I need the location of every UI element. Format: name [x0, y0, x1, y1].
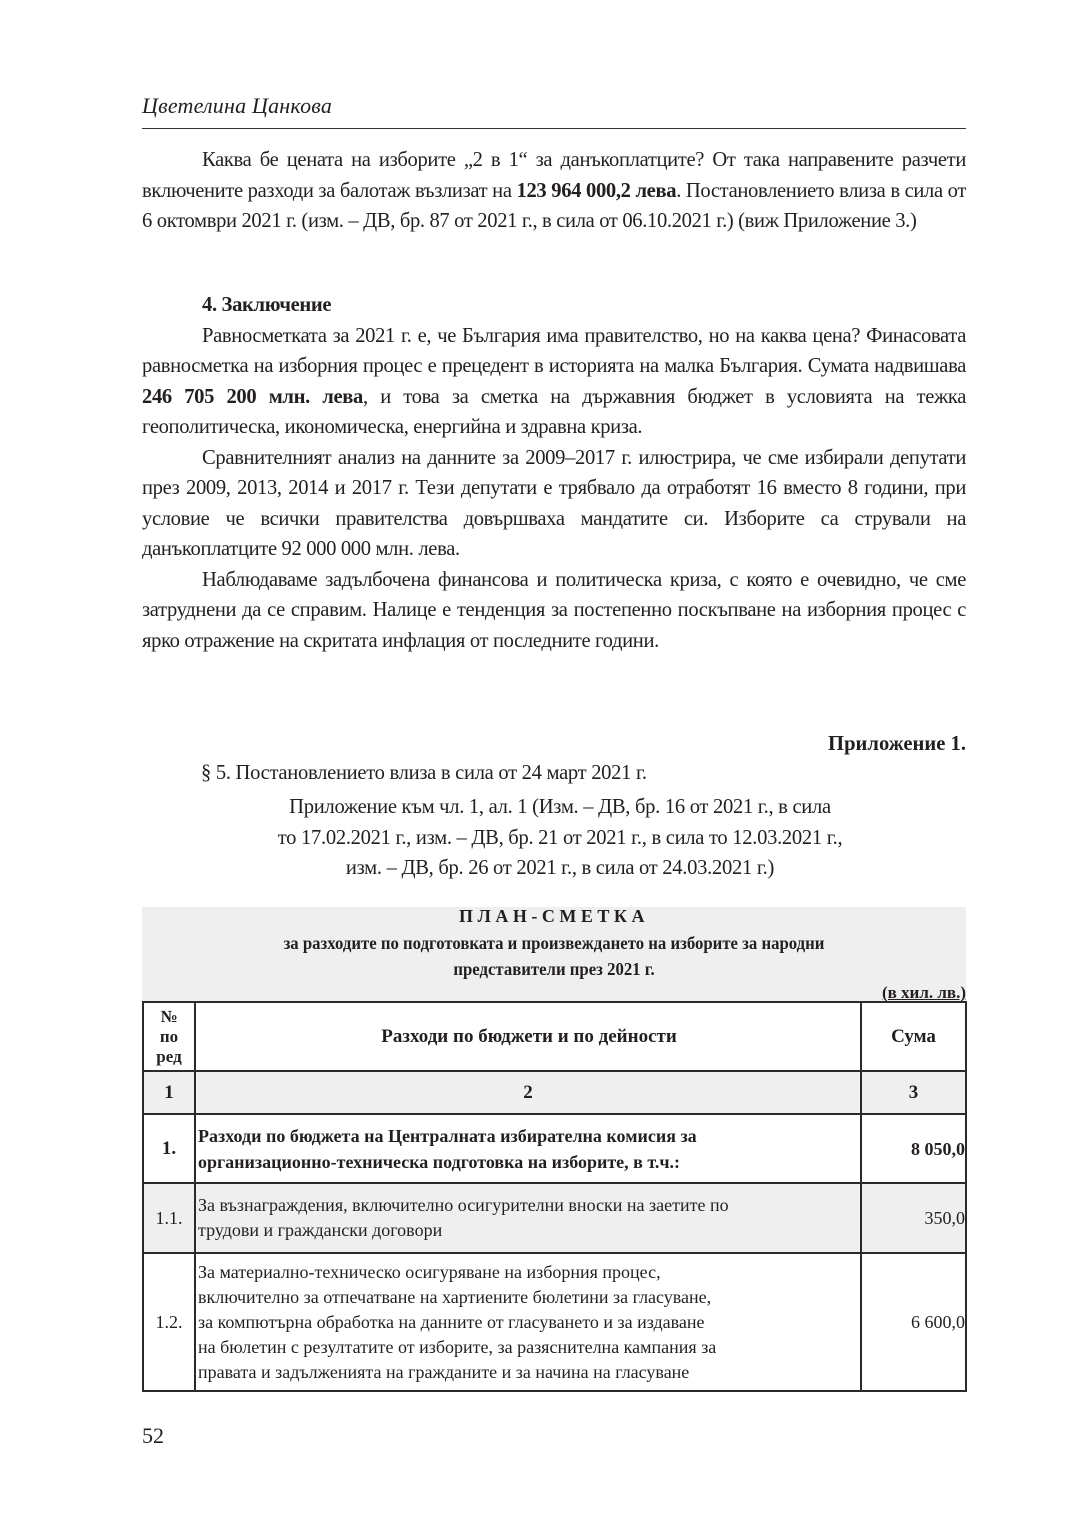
header-row-number	[143, 1002, 195, 1071]
plan-table	[142, 1001, 967, 1392]
row-amount: 6 600,0	[861, 1253, 966, 1391]
description-line: За материално-техническо осигуряване на изборния процес,	[198, 1261, 661, 1282]
intro-text: Каква бе цената на изборите „2 в 1“ за данъкоплатците? От така направените разчети включените разходи за балотаж възлизат на	[142, 149, 966, 202]
section-title: 4. Заключение	[202, 294, 332, 316]
header-line: №	[160, 1006, 178, 1026]
appendix-title: Приложение 1.	[828, 733, 966, 755]
header-line: ред	[156, 1046, 182, 1066]
running-head-author: Цветелина Цанкова	[142, 93, 333, 118]
description-line: включително за отпечатване на хартиените бюлетини за гласуване,	[198, 1286, 712, 1307]
units-label: (в хил. лв.)	[881, 983, 966, 1002]
paragraph-text: Сравнителният анализ на данните за 2009–2017 г. илюстрира, че сме избирали депутати през 2009, 2013, 2014 и 2017 г. Тези депутати е трябвало да отработят 16 вместо 8 години, при условие че всички правителства довършваха мандатите си. Изборите са стрували на данъкоплатците 92 000 000 млн. лева.	[142, 446, 966, 560]
header-line: по	[159, 1026, 179, 1046]
table-row	[143, 1183, 966, 1253]
row-description	[195, 1183, 861, 1253]
amendment-line: Приложение към чл. 1, ал. 1 (Изм. – ДВ, бр. 16 от 2021 г., в сила	[289, 796, 831, 818]
row-description	[195, 1114, 861, 1183]
plan-subtitle-line: за разходите по подготовката и произвеждането на изборите за народни	[283, 933, 825, 953]
plan-subtitle-line: представители през 2021 г.	[453, 959, 655, 979]
column-number: 3	[861, 1071, 966, 1114]
column-number: 2	[195, 1071, 861, 1114]
paragraph-reference: § 5. Постановлението влиза в сила от 24 март 2021 г.	[201, 762, 647, 784]
paragraph-bold-amount: 246 705 200 млн. лева	[142, 385, 363, 408]
description-line: трудови и граждански договори	[198, 1220, 443, 1240]
row-amount: 350,0	[861, 1183, 966, 1253]
row-number: 1.	[143, 1114, 195, 1183]
header-rule	[142, 128, 966, 129]
description-line: За възнаграждения, включително осигурителни вноски на заетите по	[198, 1195, 729, 1215]
row-amount: 8 050,0	[861, 1114, 966, 1183]
header-description: Разходи по бюджети и по дейности	[195, 1002, 861, 1071]
page-number: 52	[142, 1423, 164, 1448]
description-line: организационно-техническа подготовка на изборите, в т.ч.:	[198, 1151, 681, 1172]
paragraph-text-tail: , и това за сметка на държавния бюджет в условията на тежка геополитическа, икономическа, енергийна и здравна криза.	[142, 385, 967, 438]
column-number-row	[143, 1071, 966, 1114]
intro-text-tail: . Постановлението влиза в сила от 6 октомври 2021 г. (изм. – ДВ, бр. 87 от 2021 г., в сила от 06.10.2021 г.) (виж Приложение 3.)	[142, 179, 966, 232]
row-description	[195, 1253, 861, 1391]
intro-bold-amount: 123 964 000,2 лева	[516, 179, 677, 202]
amendment-line: изм. – ДВ, бр. 26 от 2021 г., в сила от 24.03.2021 г.)	[345, 857, 775, 879]
paragraph-text: Наблюдаваме задълбочена финансова и политическа криза, с която е очевидно, че сме затруднени да се справим. Налице е тенденция за постепенно поскъпване на изборния процес с ярко отражение на скритата инфлация от последните години.	[142, 568, 966, 652]
description-line: за компютърна обработка на данните от гласуването и за издаване	[198, 1311, 705, 1332]
conclusion-paragraph-3	[142, 565, 966, 657]
description-line: правата и задълженията на гражданите и за начина на гласуване	[198, 1361, 690, 1382]
row-number: 1.2.	[143, 1253, 195, 1391]
conclusion-paragraph-2	[142, 443, 966, 565]
table-header-row	[143, 1002, 966, 1071]
paragraph-text: Равносметката за 2021 г. е, че България има правителство, но на каква цена? Финасовата равносметка на изборния процес е прецедент в историята на малка България. Сумата надвишава	[142, 324, 966, 377]
column-number: 1	[143, 1071, 195, 1114]
plan-title: ПЛАН-СМЕТКА	[459, 906, 649, 926]
table-row	[143, 1114, 966, 1183]
amendment-line: то 17.02.2021 г., изм. – ДВ, бр. 21 от 2021 г., в сила то 12.03.2021 г.,	[277, 826, 843, 849]
plan-subtitle	[171, 930, 937, 982]
amendment-note	[180, 792, 940, 884]
description-line: на бюлетин с резултатите от изборите, за разяснителна кампания за	[198, 1336, 717, 1357]
conclusion-section	[142, 290, 966, 656]
table-row	[143, 1253, 966, 1391]
intro-paragraph	[142, 145, 966, 237]
row-number: 1.1.	[143, 1183, 195, 1253]
header-amount: Сума	[861, 1002, 966, 1071]
description-line: Разходи по бюджета на Централната избирателна комисия за	[198, 1125, 697, 1146]
conclusion-paragraph-1	[142, 321, 966, 443]
